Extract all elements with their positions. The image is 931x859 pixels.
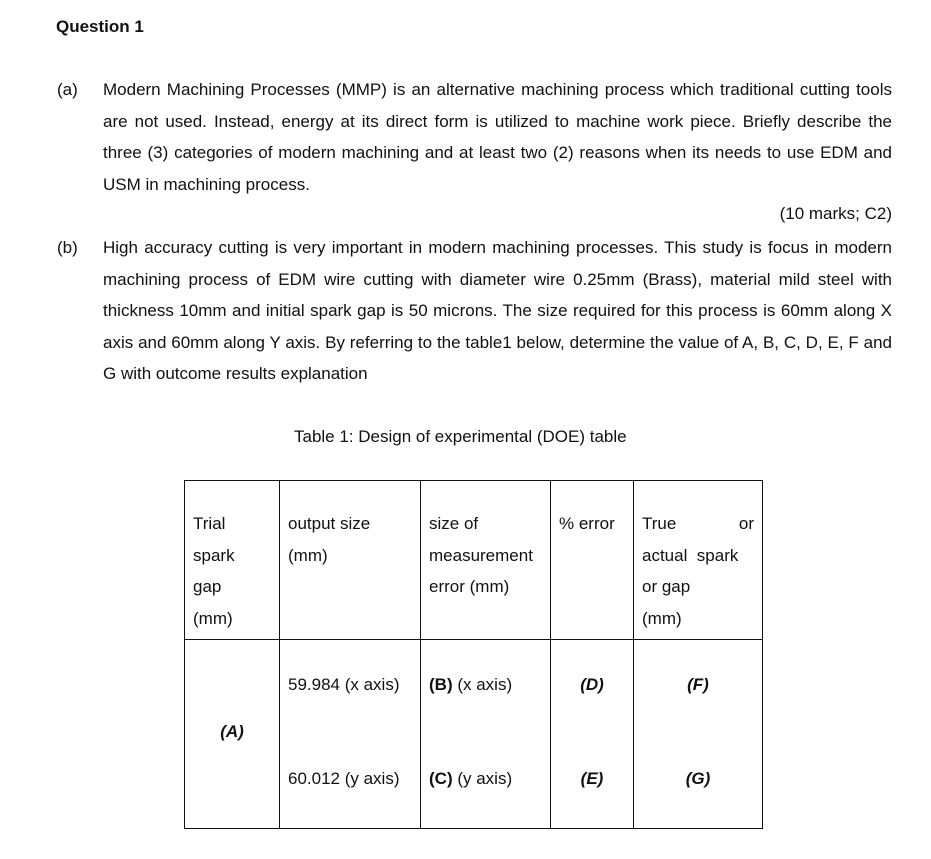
header-line: Trial — [193, 514, 226, 533]
cell-measurement-error — [421, 640, 551, 829]
var-e: (E) — [580, 769, 604, 788]
meas-y-suffix: (y axis) — [452, 769, 513, 788]
part-b-text: High accuracy cutting is very important in modern machining processes. This study is focus in modern machining process of EDM wire cutting with diameter wire 0.25mm (Brass), material mild steel with thickness 10mm and initial spark gap is 50 microns. The size required for this process is 60mm along X axis and 60mm along Y axis. By referring to the table1 below, determine the value of A, B, C, D, E, F and G with outcome results explanation — [103, 238, 892, 383]
header-line: measurement — [429, 545, 533, 565]
header-line: or gap — [642, 577, 691, 596]
header-word: or — [738, 514, 754, 533]
table-caption: Table 1: Design of experimental (DOE) table — [294, 427, 627, 446]
table-row — [185, 640, 763, 829]
doe-table — [184, 480, 763, 829]
part-a-text: Modern Machining Processes (MMP) is an alternative machining process which traditional cutting tools are not used. Instead, energy at its direct form is utilized to machine work piece. Briefly describe the three (3) categories of modern machining and at least two (2) reasons when its needs to use EDM and USM in machining process. — [103, 80, 892, 194]
meas-x-suffix: (x axis) — [452, 675, 513, 694]
header-true-spark-gap — [634, 481, 763, 640]
var-b: (B) — [429, 675, 453, 694]
header-measurement-error — [421, 481, 551, 640]
header-line: spark — [193, 545, 235, 565]
meas-x — [429, 669, 512, 701]
header-word: True — [642, 514, 677, 533]
cell-trial — [185, 640, 280, 829]
header-line: actual spark — [642, 545, 739, 565]
var-g: (G) — [685, 769, 711, 788]
meas-y — [429, 763, 512, 795]
var-d: (D) — [580, 675, 604, 694]
var-a: (A) — [220, 722, 244, 741]
cell-percent-error — [551, 640, 634, 829]
header-line: gap — [193, 577, 222, 596]
var-c: (C) — [429, 769, 453, 788]
cell-true-spark-gap — [634, 640, 763, 829]
question-title: Question 1 — [56, 17, 144, 36]
cell-output-size — [280, 640, 421, 829]
header-line: (mm) — [642, 608, 682, 628]
header-line — [642, 508, 754, 540]
var-f: (F) — [687, 675, 709, 694]
header-trial-spark-gap — [185, 481, 280, 640]
part-a-label: (a) — [57, 80, 78, 99]
header-line: output size — [288, 514, 371, 533]
header-output-size — [280, 481, 421, 640]
header-line: error (mm) — [429, 577, 510, 596]
output-x: 59.984 (x axis) — [288, 675, 400, 694]
header-line: % error — [559, 514, 615, 533]
output-y: 60.012 (y axis) — [288, 769, 400, 788]
part-a-marks: (10 marks; C2) — [779, 204, 892, 223]
header-percent-error — [551, 481, 634, 640]
header-line: (mm) — [288, 545, 328, 565]
header-line: size of — [429, 514, 479, 533]
part-b-label: (b) — [57, 238, 78, 257]
table-header-row — [185, 481, 763, 640]
header-line: (mm) — [193, 608, 233, 628]
